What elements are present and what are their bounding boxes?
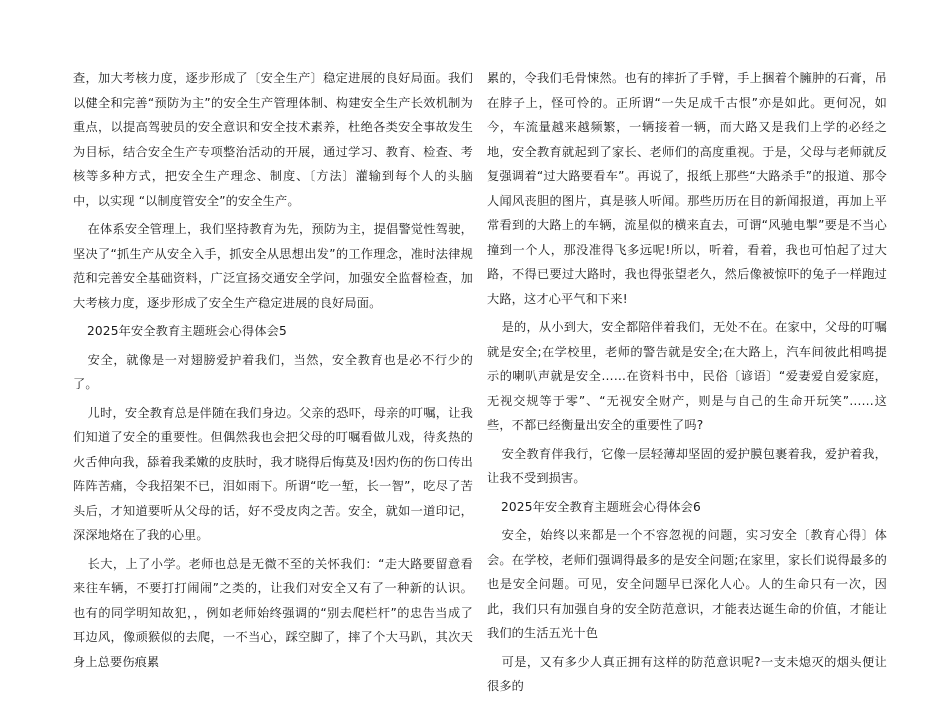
right-column <box>487 66 887 703</box>
paragraph: 安全教育伴我行，它像一层轻薄却坚固的爱护膜包裹着我，爱护着我，让我不受到损害。 <box>487 446 887 485</box>
paragraph: 查，加大考核力度，逐步形成了〔安全生产〕稳定进展的良好局面。我们以健全和完善“预防为主”的安全生产管理体制、构建安全生产长效机制为重点，以提高驾驶员的安全意识和安全技术素养，杜绝各类安全事故发生为目标，结合安全生产专项整治活动的开展，通过学习、教育、检查、考核等多种方式，把安全生产理念、制度、〔方法〕灌输到每个人的头脑中，以实现 “以制度管安全”的安全生产。 <box>73 71 473 208</box>
paragraph: 儿时，安全教育总是伴随在我们身边。父亲的恐吓，母亲的叮嘱，让我们知道了安全的重要性。但偶然我也会把父母的叮嘱看做儿戏，待炙热的火舌伸向我，舔着我柔嫩的皮肤时，我才晓得后悔莫及!因灼伤的伤口传出阵阵苦痛，令我招架不已，泪如雨下。所谓“吃一堑，长一智”，吃尽了苦头后，才知道要听从父母的话，好不受皮肉之苦。安全，就如一道印记，深深地烙在了我的心里。 <box>73 405 473 542</box>
paragraph: 累的，令我们毛骨悚然。也有的摔折了手臂，手上捆着个臃肿的石膏，吊在脖子上，怪可怜的。正所谓“一失足成千古恨”亦是如此。更何况，如今，车流量越来越频繁，一辆接着一辆，而大路又是我们上学的必经之地，安全教育就起到了家长、老师们的高度重视。于是，父母与老师就反复强调着“过大路要看车”。再说了，报纸上那些“大路杀手”的报道、那令人闻风丧胆的图片，真是骇人听闻。那些历历在目的新闻报道，再加上平常看到的大路上的车辆，流星似的横来直去，可谓“风驰电掣”要是不当心撞到一个人，那没准得飞多远呢!所以，听着，看着，我也可怕起了过大路，不得已要过大路时，我也得张望老久，然后像被惊吓的兔子一样跑过大路，这才心平气和下来! <box>487 71 887 306</box>
section-heading: 2025年安全教育主题班会心得体会6 <box>501 499 701 514</box>
paragraph: 安全，就像是一对翅膀爱护着我们，当然，安全教育也是必不行少的了。 <box>73 352 473 391</box>
paragraph: 长大，上了小学。老师也总是无微不至的关怀我们：“走大路要留意看来往车辆，不要打打闹闹”之类的，让我们对安全又有了一种新的认识。也有的同学明知故犯，，例如老师始终强调的“别去爬栏杆”的忠告当成了耳边风，像顽猴似的去爬，一不当心，踩空脚了，摔了个大马趴，其次天身上总要伤痕累 <box>73 556 473 669</box>
paragraph: 是的，从小到大，安全都陪伴着我们，无处不在。在家中，父母的叮嘱就是安全;在学校里，老师的警告就是安全;在大路上，汽车间彼此相鸣提示的喇叭声就是安全……在资料书中，民俗〔谚语〕“爱妻爱自爱家庭，无视交规等于零”、“无视安全财产，则是与自己的生命开玩笑”……这些，不都已经衡量出安全的重要性了吗? <box>487 320 887 432</box>
paragraph: 可是，又有多少人真正拥有这样的防范意识呢?一支未熄灭的烟头便让很多的 <box>487 654 887 693</box>
paragraph: 安全，始终以来都是一个不容忽视的问题，实习安全〔教育心得〕体会。在学校，老师们强调得最多的是安全问题;在家里，家长们说得最多的也是安全问题。可见，安全问题早已深化人心。人的生命只有一次，因此，我们只有加强自身的安全防范意识，才能表达诞生命的价值，才能让我们的生活五光十色 <box>487 528 887 640</box>
left-column <box>73 66 473 678</box>
paragraph: 在体系安全管理上，我们坚持教育为先，预防为主，提倡警觉性驾驶，坚决了“抓生产从安全入手，抓安全从思想出发”的工作理念，准时法律规范和完善安全基础资料，广泛宣扬交通安全学问，加强安全监督检查，加大考核力度，逐步形成了安全生产稳定进展的良好局面。 <box>73 222 473 310</box>
section-heading: 2025年安全教育主题班会心得体会5 <box>87 324 287 338</box>
